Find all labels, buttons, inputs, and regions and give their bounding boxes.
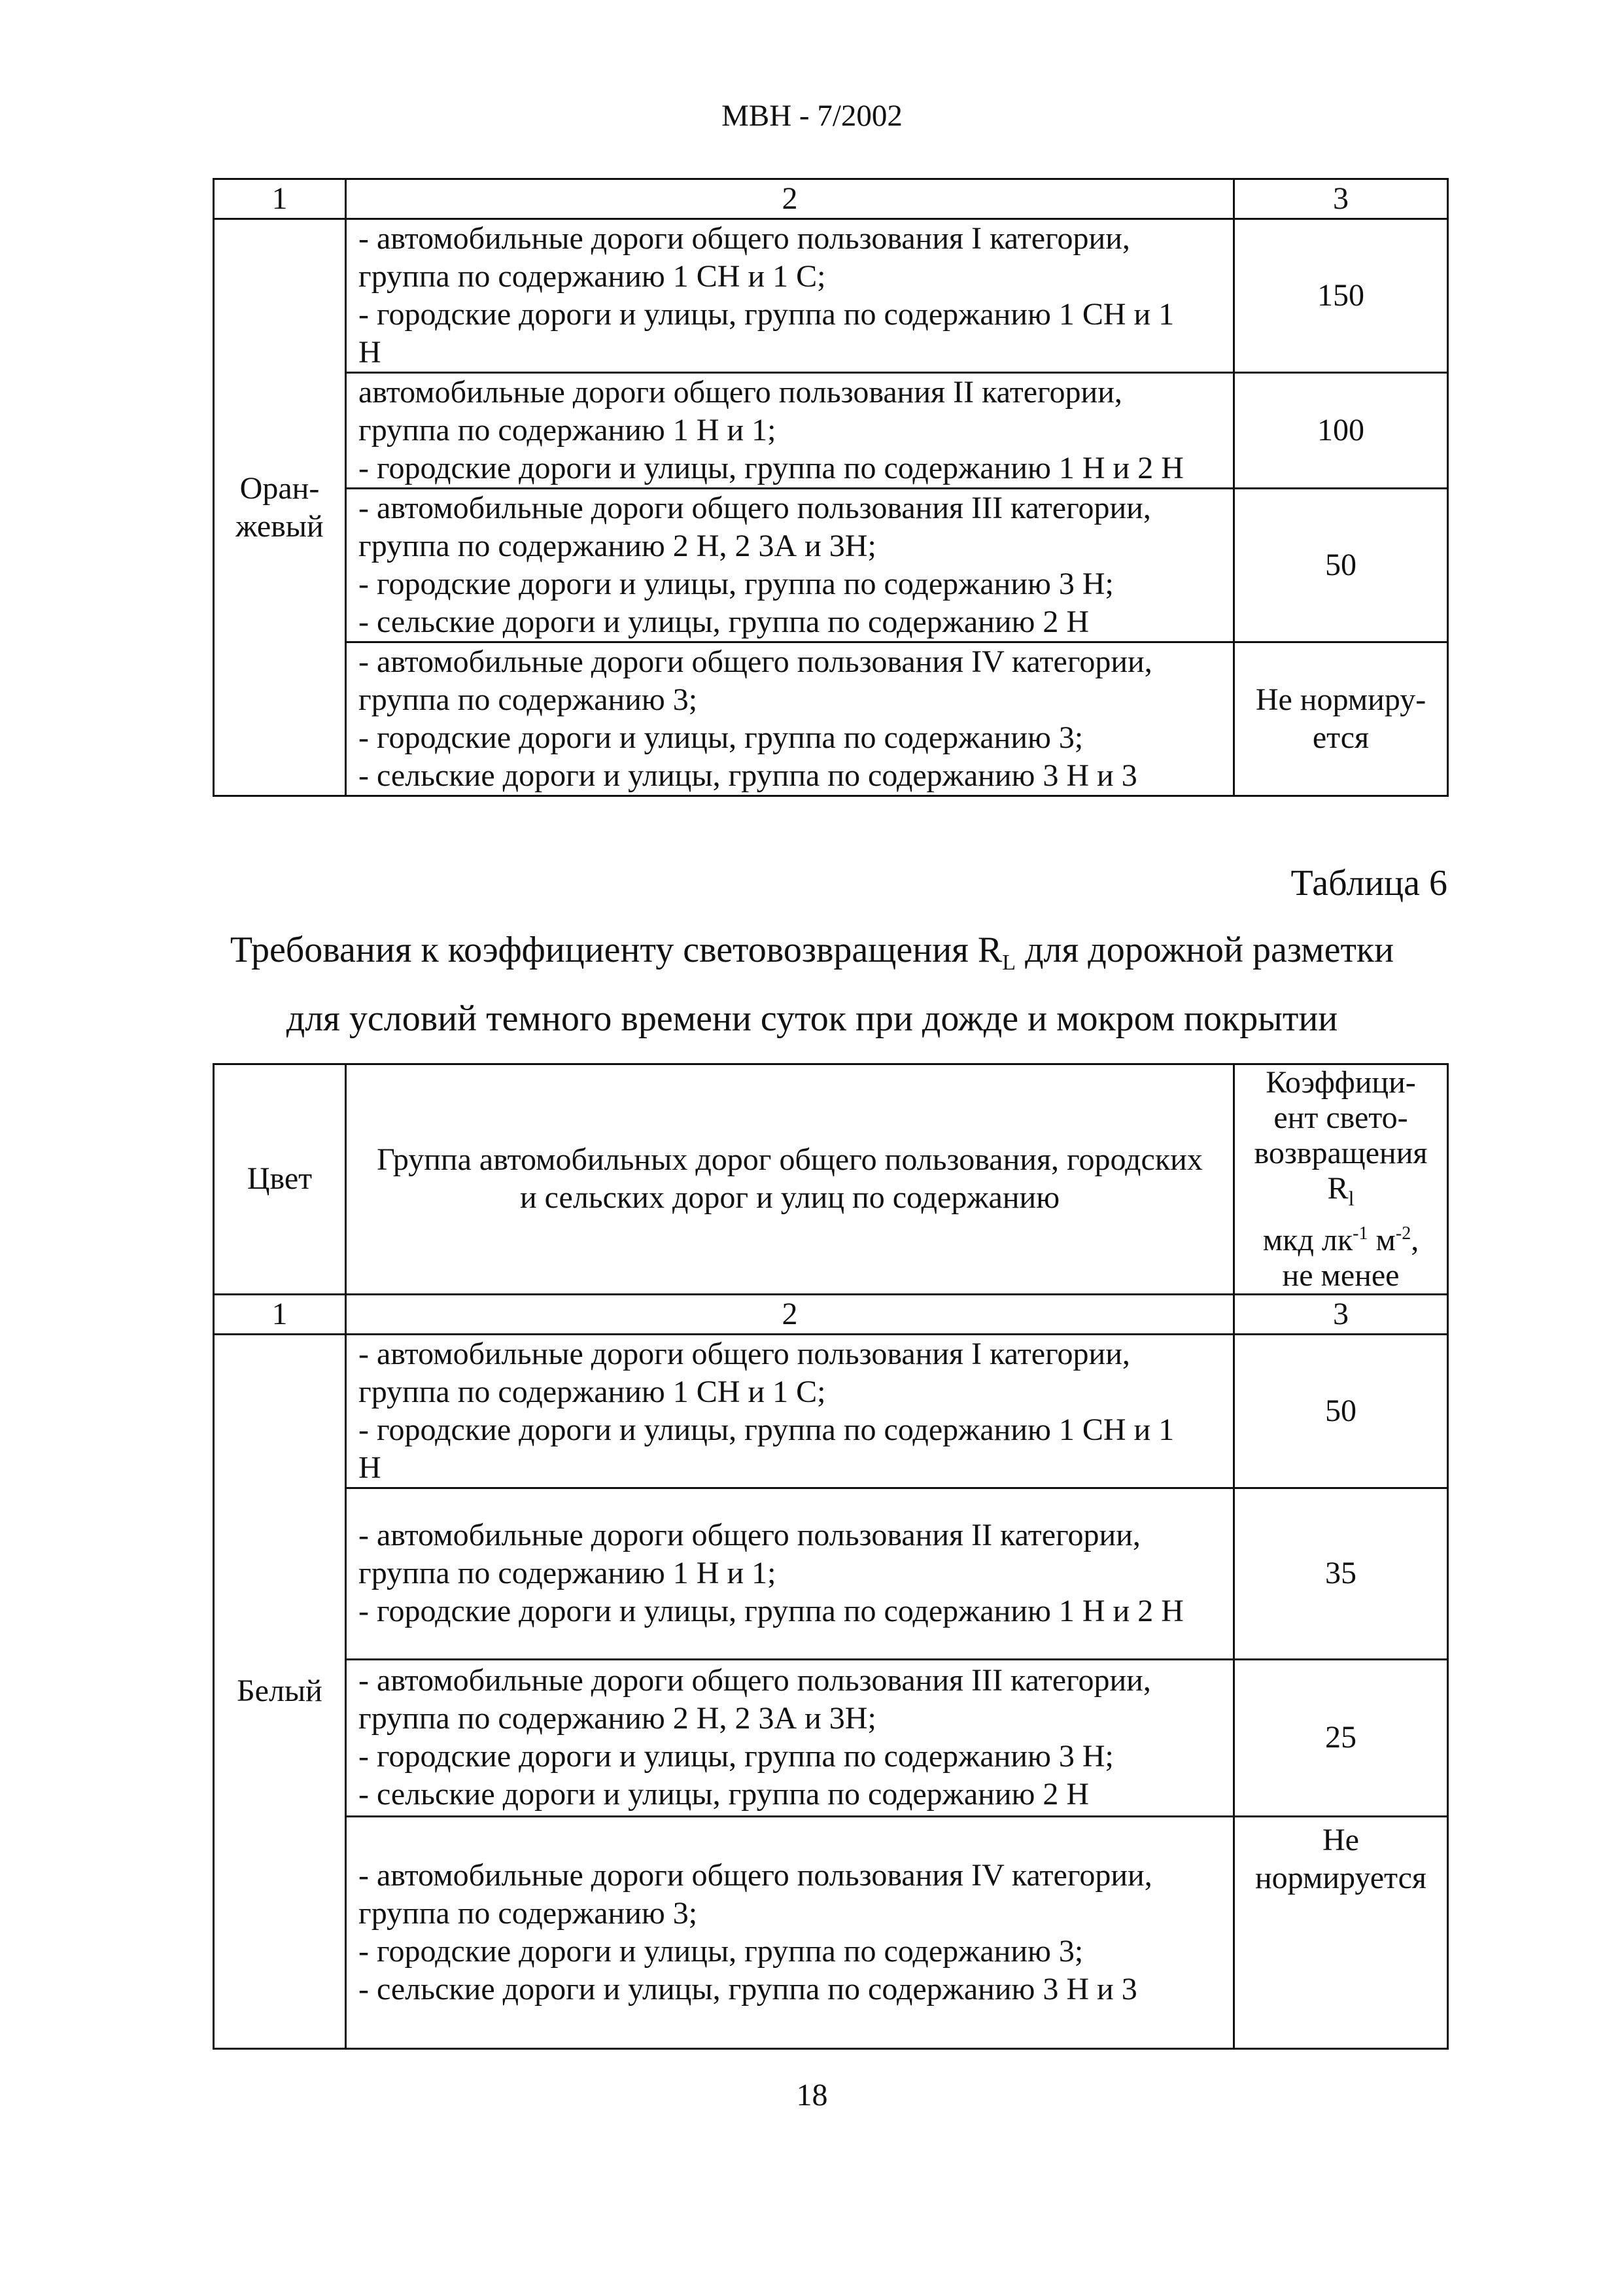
value-line: ется	[1312, 720, 1370, 755]
text-line: - городские дороги и улицы, группа по содержанию 1 Н и 2 Н	[358, 451, 1184, 485]
color-label-line: Оран-	[239, 470, 320, 506]
column-number: 2	[346, 1294, 1234, 1334]
column-number: 1	[214, 1294, 346, 1334]
text-line: - городские дороги и улицы, группа по содержанию 3;	[358, 720, 1084, 755]
value-cell	[1234, 1334, 1448, 1488]
text-line: - автомобильные дороги общего пользования III категории,	[358, 491, 1151, 525]
header-line: и сельских дорог и улиц по содержанию	[519, 1180, 1060, 1216]
header-unit	[1235, 1216, 1447, 1258]
value-line: Не	[1322, 1822, 1359, 1857]
value-cell	[1234, 642, 1448, 796]
table-6	[213, 1063, 1449, 2050]
symbol-letter: R	[1327, 1171, 1349, 1206]
text-line: группа по содержанию 3;	[358, 1895, 698, 1931]
road-group-cell	[346, 1659, 1234, 1816]
road-group-cell	[346, 489, 1234, 642]
table-row	[214, 1488, 1448, 1659]
column-number: 3	[1234, 179, 1448, 219]
header-line: не менее	[1282, 1257, 1400, 1293]
column-number: 2	[346, 179, 1234, 219]
unit-text: ,	[1411, 1222, 1419, 1257]
table-title-line-1	[0, 929, 1624, 975]
road-group-cell	[346, 219, 1234, 373]
unit-text: м	[1368, 1222, 1396, 1257]
text-line: - автомобильные дороги общего пользования I категории,	[358, 1336, 1130, 1371]
color-label-line: жевый	[235, 508, 324, 544]
unit-superscript: -2	[1395, 1223, 1411, 1244]
header-line: возвращения	[1254, 1136, 1428, 1170]
table-row	[214, 489, 1448, 642]
text-line: - сельские дороги и улицы, группа по содержанию 3 Н и 3	[358, 758, 1137, 793]
title-text-end: для дорожной разметки	[1016, 930, 1394, 970]
color-cell	[214, 1334, 346, 2048]
road-group-cell	[346, 373, 1234, 489]
text-line: - городские дороги и улицы, группа по содержанию 3 Н;	[358, 1739, 1114, 1774]
table-6-column-numbers	[214, 1294, 1448, 1334]
value-line: 50	[1325, 1393, 1356, 1428]
table-title-line-2: для условий темного времени суток при дожде и мокром покрытии	[286, 998, 1338, 1039]
text-line: - автомобильные дороги общего пользования IV категории,	[358, 644, 1152, 679]
value-cell	[1234, 1488, 1448, 1659]
value-line: Не нормиру-	[1255, 682, 1426, 717]
table-1-column-numbers	[214, 179, 1448, 219]
table-row	[214, 1816, 1448, 2048]
text-line: - городские дороги и улицы, группа по содержанию 3 Н;	[358, 567, 1114, 601]
unit-text: мкд лк	[1262, 1222, 1353, 1257]
value-cell	[1234, 489, 1448, 642]
value-line: 50	[1325, 548, 1356, 582]
table-row	[214, 219, 1448, 373]
header-line: Группа автомобильных дорог общего пользования, городских	[377, 1142, 1203, 1178]
page-number: 18	[796, 2078, 828, 2112]
text-line: Н	[358, 335, 381, 370]
table-6-header-row	[214, 1064, 1448, 1295]
text-line: - автомобильные дороги общего пользования III категории,	[358, 1663, 1151, 1698]
header-road-group	[346, 1064, 1234, 1295]
header-coefficient	[1234, 1064, 1448, 1295]
value-line: 35	[1325, 1556, 1356, 1591]
text-line: - городские дороги и улицы, группа по содержанию 1 СН и 1	[358, 1412, 1175, 1447]
text-line: группа по содержанию 3;	[358, 682, 698, 717]
column-number: 3	[1234, 1294, 1448, 1334]
value-line: 25	[1325, 1720, 1356, 1755]
value-line: 100	[1317, 413, 1364, 447]
text-line: - городские дороги и улицы, группа по содержанию 1 Н и 2 Н	[358, 1594, 1184, 1629]
text-line: - сельские дороги и улицы, группа по содержанию 2 Н	[358, 1777, 1090, 1812]
table-number: Таблица 6	[1290, 863, 1447, 903]
text-line: - автомобильные дороги общего пользования I категории,	[358, 221, 1130, 256]
title-text: Требования к коэффициенту световозвращения R	[230, 930, 1003, 970]
unit-superscript: -1	[1353, 1223, 1368, 1244]
text-line: - городские дороги и улицы, группа по содержанию 3;	[358, 1933, 1084, 1969]
header-color: Цвет	[214, 1064, 346, 1295]
text-line: - автомобильные дороги общего пользования IV категории,	[358, 1857, 1152, 1893]
header-line: Коэффици-	[1266, 1065, 1416, 1100]
road-group-cell	[346, 1816, 1234, 2048]
color-cell	[214, 219, 346, 796]
table-row	[214, 1334, 1448, 1488]
text-line: группа по содержанию 1 СН и 1 С;	[358, 1374, 826, 1409]
value-cell	[1234, 373, 1448, 489]
header-symbol	[1235, 1171, 1447, 1216]
road-group-cell	[346, 1488, 1234, 1659]
text-line: группа по содержанию 1 Н и 1;	[358, 413, 776, 447]
road-group-cell	[346, 642, 1234, 796]
value-cell	[1234, 1659, 1448, 1816]
text-line: - сельские дороги и улицы, группа по содержанию 3 Н и 3	[358, 1971, 1137, 2006]
text-line: группа по содержанию 1 Н и 1;	[358, 1556, 776, 1591]
table-row	[214, 642, 1448, 796]
symbol-subscript: l	[1348, 1186, 1355, 1210]
table-1	[213, 178, 1449, 797]
text-line: группа по содержанию 1 СН и 1 С;	[358, 259, 826, 294]
text-line: группа по содержанию 2 Н, 2 3А и 3Н;	[358, 529, 876, 563]
table-row	[214, 373, 1448, 489]
text-line: автомобильные дороги общего пользования II категории,	[358, 375, 1122, 410]
column-number: 1	[214, 179, 346, 219]
color-label-line: Белый	[237, 1673, 322, 1709]
title-subscript: L	[1002, 951, 1016, 975]
road-group-cell	[346, 1334, 1234, 1488]
text-line: - городские дороги и улицы, группа по содержанию 1 СН и 1	[358, 297, 1175, 332]
text-line: группа по содержанию 2 Н, 2 3А и 3Н;	[358, 1701, 876, 1736]
value-line: 150	[1317, 278, 1364, 313]
value-cell	[1234, 1816, 1448, 2048]
text-line: - автомобильные дороги общего пользования II категории,	[358, 1518, 1141, 1553]
header-line: ент свето-	[1273, 1100, 1408, 1135]
value-line: нормируется	[1254, 1860, 1426, 1895]
text-line: - сельские дороги и улицы, группа по содержанию 2 Н	[358, 604, 1090, 639]
value-cell	[1234, 219, 1448, 373]
text-line: Н	[358, 1450, 381, 1485]
table-row	[214, 1659, 1448, 1816]
document-header: МВН - 7/2002	[721, 99, 903, 133]
